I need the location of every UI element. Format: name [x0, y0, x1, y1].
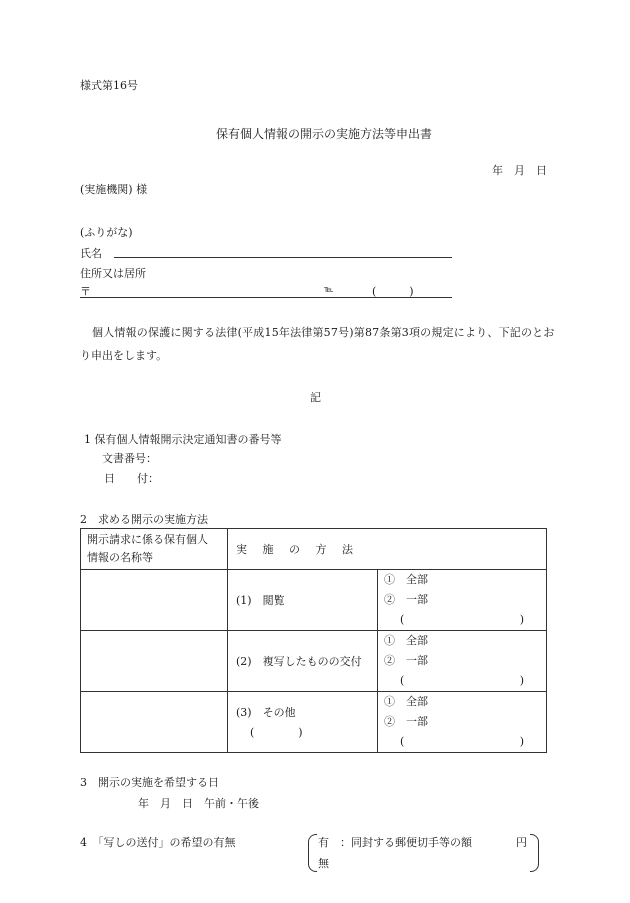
name-label: 氏名 — [80, 247, 102, 260]
ki-heading: 記 — [310, 391, 321, 404]
section3-heading: 3 開示の実施を希望する日 — [80, 776, 219, 789]
right-brace — [530, 834, 539, 872]
option-all[interactable]: ① 全部 — [384, 634, 428, 647]
option-cell[interactable]: ① 全部 ② 一部 ( ) — [378, 570, 547, 631]
option-no[interactable]: 無 — [318, 857, 329, 870]
request-paragraph-line2: り申出をします。 — [80, 349, 168, 362]
section4-heading: 4 「写しの送付」の希望の有無 — [80, 836, 236, 849]
option-partial[interactable]: ② 一部 — [384, 654, 428, 667]
address-label: 住所又は居所 — [80, 267, 146, 280]
name-field-line[interactable] — [114, 257, 452, 258]
notice-date-label: 日 付： — [104, 472, 159, 485]
option-partial[interactable]: ② 一部 — [384, 593, 428, 606]
method-cell: (1) 閲覧 — [228, 570, 378, 631]
address-field-line[interactable] — [80, 297, 452, 298]
option-partial[interactable]: ② 一部 — [384, 715, 428, 728]
option-all[interactable]: ① 全部 — [384, 573, 428, 586]
left-brace — [308, 834, 317, 872]
table-row — [81, 692, 547, 753]
info-name-cell[interactable] — [81, 570, 228, 631]
date-line: 年 月 日 — [492, 164, 547, 177]
col-header-method: 実 施 の 方 法 — [228, 529, 547, 570]
info-name-cell[interactable] — [81, 631, 228, 692]
method-cell: (3) その他 ( ) — [228, 692, 378, 753]
document-number-label: 文書番号： — [102, 452, 157, 465]
col-header-info-name: 開示請求に係る保有個人 情報の名称等 — [81, 529, 228, 570]
tel-label: ℡ — [324, 285, 334, 295]
method-cell: (2) 複写したものの交付 — [228, 631, 378, 692]
option-all[interactable]: ① 全部 — [384, 695, 428, 708]
option-cell[interactable]: ① 全部 ② 一部 ( ) — [378, 631, 547, 692]
form-number: 様式第16号 — [80, 79, 138, 92]
postal-mark: 〒 — [80, 285, 91, 298]
disclosure-method-table — [80, 528, 547, 753]
section2-heading: 2 求める開示の実施方法 — [80, 513, 208, 526]
info-name-cell[interactable] — [81, 692, 228, 753]
section1-heading: 1 保有個人情報開示決定通知書の番号等 — [84, 433, 282, 446]
document-title: 保有個人情報の開示の実施方法等申出書 — [216, 127, 433, 141]
yen-label: 円 — [516, 836, 527, 849]
option-yes[interactable]: 有 ：同封する郵便切手等の額 — [318, 836, 472, 849]
preferred-date-line[interactable]: 年 月 日 午前・午後 — [138, 797, 259, 810]
table-row — [81, 570, 547, 631]
option-cell[interactable]: ① 全部 ② 一部 ( ) — [378, 692, 547, 753]
table-row — [81, 631, 547, 692]
recipient-line: (実施機関) 様 — [80, 183, 148, 196]
tel-paren: ( ) — [372, 285, 414, 298]
request-paragraph-line1: 個人情報の保護に関する法律(平成15年法律第57号)第87条第3項の規定により、下記のとお — [92, 326, 555, 339]
furigana-label: (ふりがな) — [80, 226, 133, 239]
